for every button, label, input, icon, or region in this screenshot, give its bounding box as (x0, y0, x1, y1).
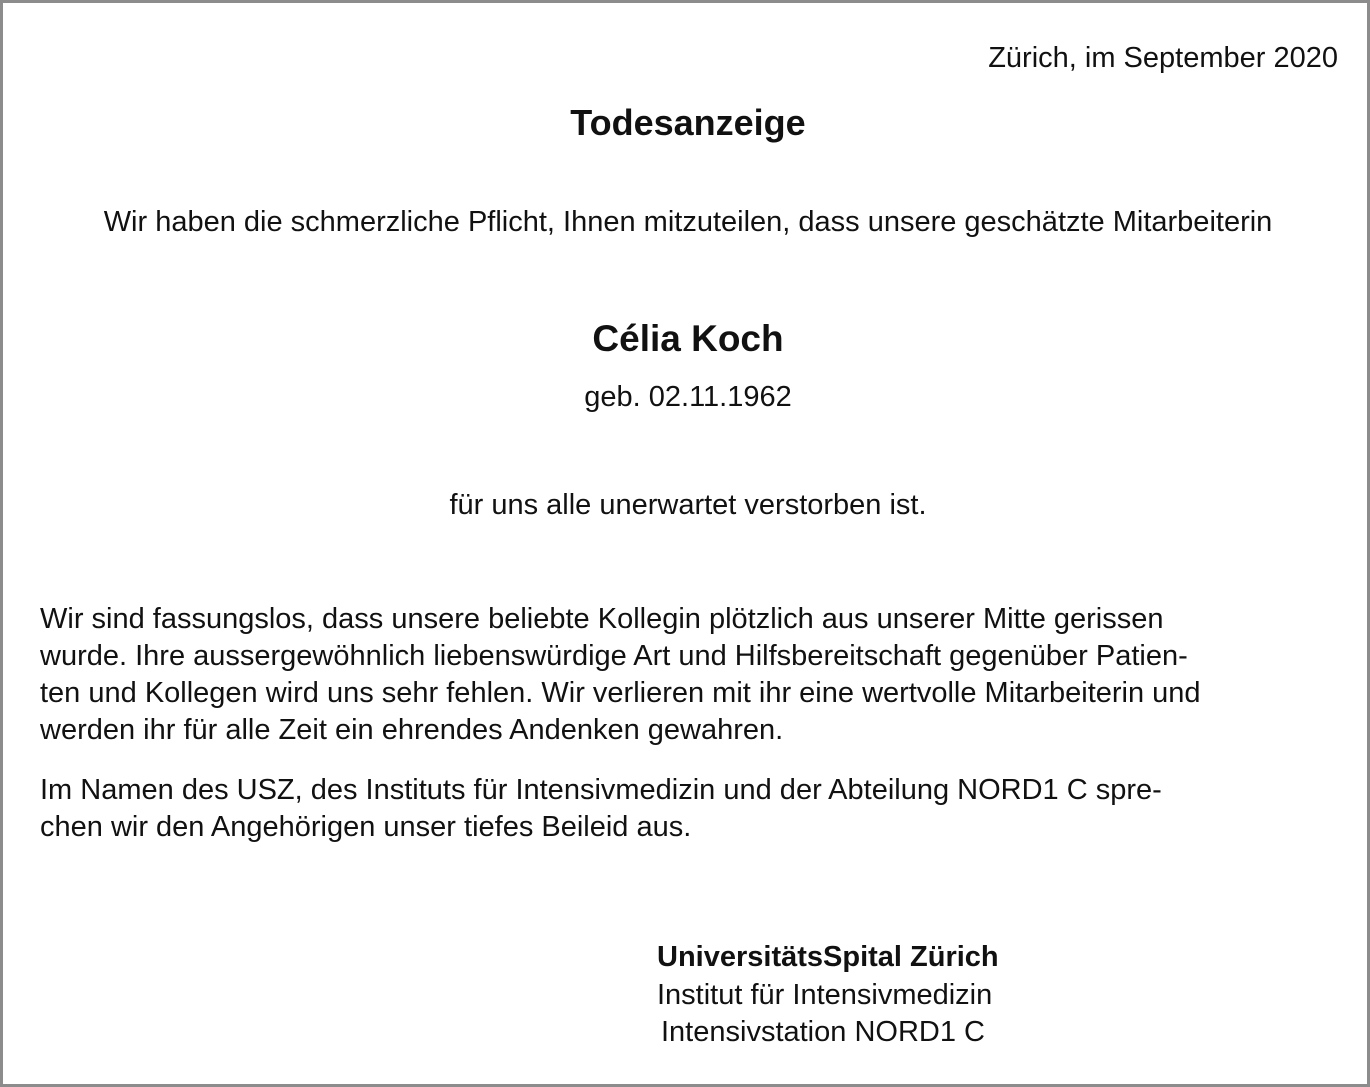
paragraph-line: ten und Kollegen wird uns sehr fehlen. Wir verlieren mit ihr eine wertvolle Mitarbeiterin und (40, 677, 1201, 709)
paragraph-line: chen wir den Angehörigen unser tiefes Beileid aus. (40, 811, 692, 843)
birth-date: geb. 02.11.1962 (584, 381, 792, 413)
signature-organization: UniversitätsSpital Zürich (657, 941, 999, 973)
paragraph-line: wurde. Ihre aussergewöhnlich liebenswürdige Art und Hilfsbereitschaft gegenüber Patien- (40, 640, 1188, 672)
paragraph-line: werden ihr für alle Zeit ein ehrendes Andenken gewahren. (40, 714, 784, 746)
paragraph-line: Wir sind fassungslos, dass unsere beliebte Kollegin plötzlich aus unserer Mitte gerissen (40, 603, 1164, 635)
place-date: Zürich, im September 2020 (988, 42, 1338, 74)
notice-intro: Wir haben die schmerzliche Pflicht, Ihnen mitzuteilen, dass unsere geschätzte Mitarbeiterin (103, 206, 1273, 238)
notice-title: Todesanzeige (570, 102, 806, 143)
signature-station: Intensivstation NORD1 C (661, 1016, 985, 1048)
deceased-name: Célia Koch (592, 318, 784, 359)
signature-institute: Institut für Intensivmedizin (657, 979, 993, 1011)
paragraph-line: Im Namen des USZ, des Instituts für Intensivmedizin und der Abteilung NORD1 C spre- (40, 774, 1162, 806)
passed-statement: für uns alle unerwartet verstorben ist. (449, 489, 927, 521)
